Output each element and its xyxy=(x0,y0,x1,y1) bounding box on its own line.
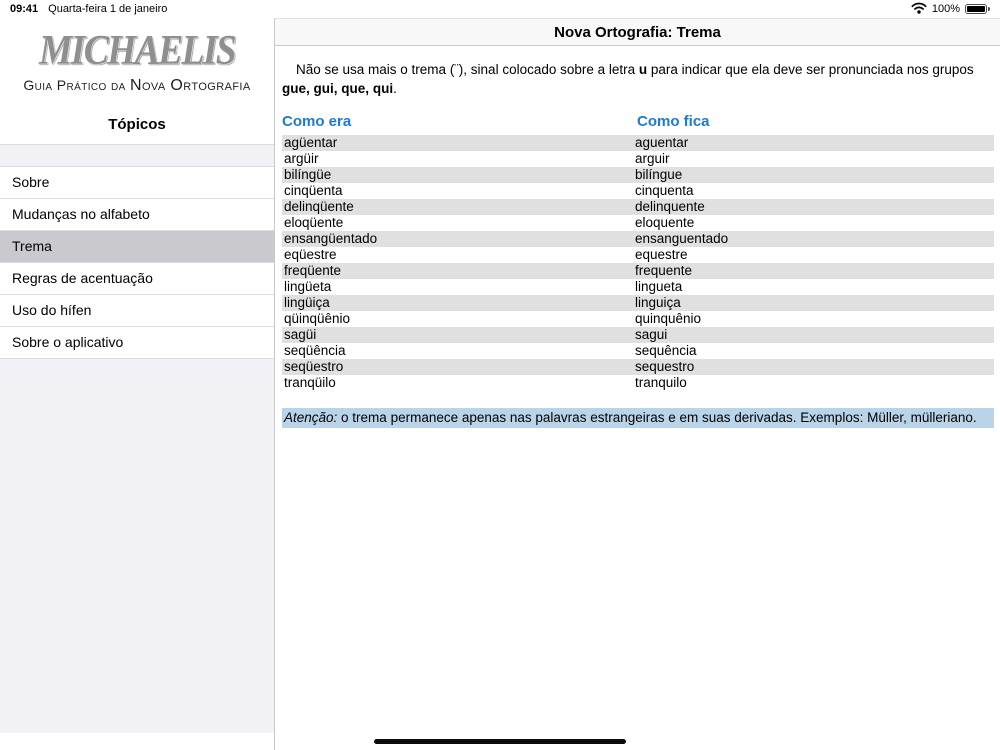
column-header-como-fica: Como fica xyxy=(637,113,710,130)
word-new: cinquenta xyxy=(635,183,694,198)
word-old: eloqüente xyxy=(284,215,344,230)
table-row xyxy=(282,375,994,391)
intro-text: . xyxy=(393,81,397,96)
word-new: sagui xyxy=(635,327,668,342)
logo-subtitle xyxy=(0,77,274,95)
table-row xyxy=(282,295,994,311)
table-column-headers xyxy=(282,113,994,130)
table-row xyxy=(282,311,994,327)
word-old: seqüência xyxy=(284,343,346,358)
status-right xyxy=(911,2,990,17)
word-new: tranquilo xyxy=(635,375,687,390)
sidebar-item-regras-de-acentuacao[interactable] xyxy=(0,263,274,295)
word-old: eqüestre xyxy=(284,247,337,262)
intro-text: para indicar que ela deve ser pronunciada nos grupos xyxy=(647,62,974,77)
sidebar-item-label: Mudanças no alfabeto xyxy=(12,206,150,222)
content-body xyxy=(275,46,1000,428)
sidebar-item-label: Sobre o aplicativo xyxy=(12,334,124,350)
attention-note xyxy=(282,408,994,428)
word-old: bilíngüe xyxy=(284,167,332,182)
word-new: equestre xyxy=(635,247,688,262)
word-old: seqüestro xyxy=(284,359,344,374)
logo-michaelis: MICHAELIS xyxy=(38,28,235,74)
intro-bold: u xyxy=(638,62,648,77)
word-new: delinquente xyxy=(635,199,705,214)
table-row xyxy=(282,231,994,247)
word-new: aguentar xyxy=(635,135,689,150)
word-old: lingüiça xyxy=(284,295,330,310)
battery-percent: 100% xyxy=(931,3,960,15)
word-new: eloquente xyxy=(635,215,695,230)
word-new: linguiça xyxy=(635,295,681,310)
word-new: lingueta xyxy=(635,279,683,294)
intro-text: Não se usa mais o trema (¨), sinal colocado sobre a letra xyxy=(296,62,639,77)
table-row xyxy=(282,359,994,375)
sidebar-item-sobre[interactable] xyxy=(0,167,274,199)
wifi-icon xyxy=(911,2,927,17)
word-new: sequestro xyxy=(635,359,695,374)
sidebar-menu xyxy=(0,167,274,359)
sidebar-item-label: Regras de acentuação xyxy=(12,270,153,286)
attention-note-lead: Atenção: xyxy=(284,410,338,425)
table-row xyxy=(282,279,994,295)
main-content xyxy=(275,18,1000,750)
battery-fill xyxy=(967,6,985,12)
home-indicator[interactable] xyxy=(374,739,626,744)
word-table xyxy=(282,135,994,391)
status-left xyxy=(10,3,167,15)
sidebar-filler xyxy=(0,359,274,733)
word-new: ensanguentado xyxy=(635,231,729,246)
word-old: agüentar xyxy=(284,135,338,150)
table-row xyxy=(282,215,994,231)
sidebar-item-label: Sobre xyxy=(12,174,50,190)
status-date: Quarta-feira 1 de janeiro xyxy=(48,3,168,15)
logo-subtitle-emphasis: Nova Ortografia xyxy=(130,77,251,94)
sidebar-item-mudancas-no-alfabeto[interactable] xyxy=(0,199,274,231)
word-old: delinqüente xyxy=(284,199,354,214)
attention-note-body: o trema permanece apenas nas palavras estrangeiras e em suas derivadas. Exemplos: Müller, mülleriano. xyxy=(337,410,977,425)
word-old: ensangüentado xyxy=(284,231,378,246)
table-row xyxy=(282,343,994,359)
word-old: cinqüenta xyxy=(284,183,343,198)
sidebar-item-label: Trema xyxy=(12,238,52,254)
sidebar-item-sobre-o-aplicativo[interactable] xyxy=(0,327,274,359)
word-new: bilíngue xyxy=(635,167,683,182)
intro-bold: gui, xyxy=(313,81,338,96)
main-header xyxy=(275,18,1000,46)
sidebar-section-title: Tópicos xyxy=(108,116,166,133)
sidebar-item-trema[interactable] xyxy=(0,231,274,263)
sidebar-item-uso-do-hifen[interactable] xyxy=(0,295,274,327)
word-new: frequente xyxy=(635,263,693,278)
table-row xyxy=(282,199,994,215)
table-row xyxy=(282,263,994,279)
word-old: freqüente xyxy=(284,263,342,278)
table-row xyxy=(282,167,994,183)
page-title: Nova Ortografia: Trema xyxy=(554,23,721,41)
word-old: argüir xyxy=(284,151,319,166)
intro-bold: gue, xyxy=(282,81,310,96)
sidebar xyxy=(0,18,275,750)
table-row xyxy=(282,135,994,151)
word-new: sequência xyxy=(635,343,697,358)
column-header-como-era: Como era xyxy=(282,113,352,130)
word-old: qüinqüênio xyxy=(284,311,351,326)
table-row xyxy=(282,327,994,343)
sidebar-section-band xyxy=(0,144,274,167)
table-row xyxy=(282,183,994,199)
word-new: arguir xyxy=(635,151,670,166)
word-new: quinquênio xyxy=(635,311,702,326)
status-bar xyxy=(0,0,1000,18)
intro-bold: que, xyxy=(341,81,370,96)
table-row xyxy=(282,151,994,167)
content-row xyxy=(0,18,1000,750)
word-old: lingüeta xyxy=(284,279,332,294)
status-time: 09:41 xyxy=(10,3,39,15)
intro-paragraph xyxy=(282,60,994,98)
app-logo xyxy=(0,30,274,95)
logo-subtitle-prefix: Guia Prático da xyxy=(23,77,126,93)
word-old: tranqüilo xyxy=(284,375,336,390)
word-old: sagüi xyxy=(284,327,317,342)
sidebar-item-label: Uso do hífen xyxy=(12,302,92,318)
battery-icon xyxy=(965,4,987,14)
table-row xyxy=(282,247,994,263)
intro-bold: qui xyxy=(372,81,394,96)
